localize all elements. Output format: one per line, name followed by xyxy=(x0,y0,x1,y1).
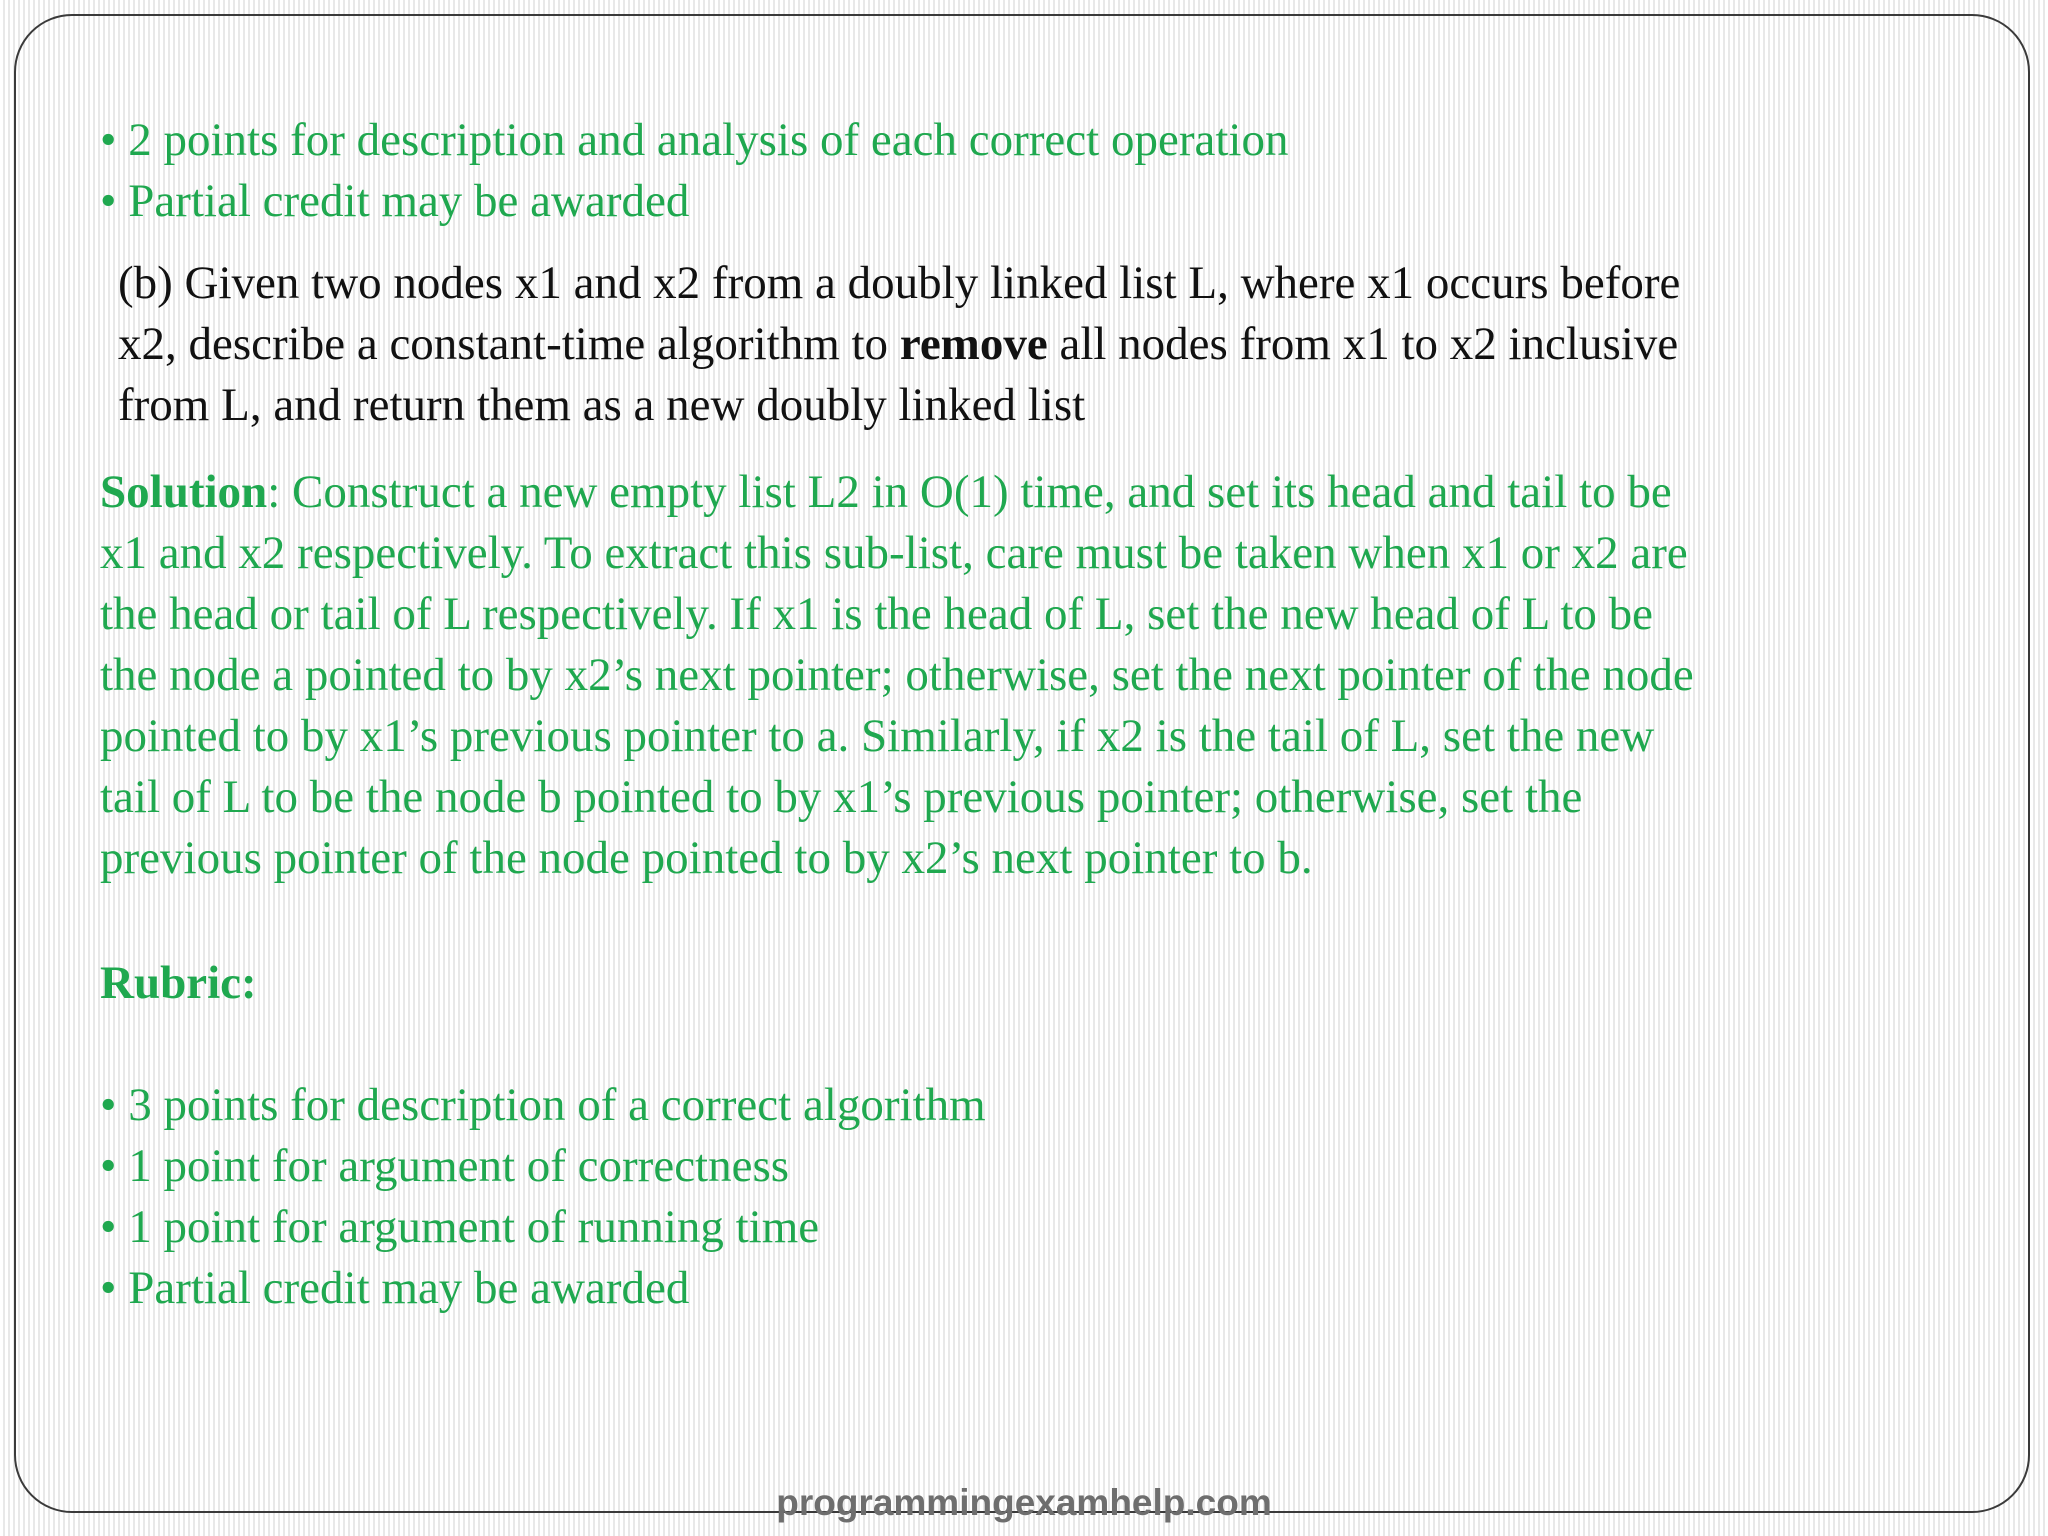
solution-line: previous pointer of the node pointed to by x2’s next pointer to b. xyxy=(100,832,1313,884)
rubric-heading: Rubric: xyxy=(100,957,257,1009)
solution-line: pointed to by x1’s previous pointer to a. Similarly, if x2 is the tail of L, set the new xyxy=(100,710,1655,762)
rubric-item: • Partial credit may be awarded xyxy=(100,1262,690,1314)
solution-line: x1 and x2 respectively. To extract this sub-list, care must be taken when x1 or x2 are xyxy=(100,527,1688,579)
question-emphasis: remove xyxy=(899,318,1048,370)
solution-line: the head or tail of L respectively. If x1 is the head of L, set the new head of L to be xyxy=(100,588,1654,640)
solution-line: the node a pointed to by x2’s next pointer; otherwise, set the next pointer of the node xyxy=(100,649,1694,701)
top-bullet-list xyxy=(100,110,1288,232)
question-line xyxy=(118,314,1680,375)
question-line: from L, and return them as a new doubly linked list xyxy=(118,379,1086,431)
question-line: (b) Given two nodes x1 and x2 from a doubly linked list L, where x1 occurs before xyxy=(118,257,1681,309)
solution-text-segment: : Construct a new empty list L2 in O(1) time, and set its head and tail to be xyxy=(267,466,1672,518)
question-text-segment: x2, describe a constant-time algorithm to xyxy=(118,318,900,370)
rubric-item: • 1 point for argument of correctness xyxy=(100,1140,790,1192)
solution-text xyxy=(100,462,1694,889)
rubric-list xyxy=(100,1075,986,1319)
rubric-item: • 1 point for argument of running time xyxy=(100,1201,820,1253)
rubric-item: • 3 points for description of a correct algorithm xyxy=(100,1079,986,1131)
solution-line: tail of L to be the node b pointed to by x1’s previous pointer; otherwise, set the xyxy=(100,771,1583,823)
question-text xyxy=(118,253,1680,436)
top-bullet-item: • Partial credit may be awarded xyxy=(100,175,690,227)
question-text-segment: all nodes from x1 to x2 inclusive xyxy=(1047,318,1679,370)
solution-label: Solution xyxy=(100,466,268,518)
solution-line xyxy=(100,462,1694,523)
footer-website: programmingexamhelp.com xyxy=(776,1482,1272,1523)
top-bullet-item: • 2 points for description and analysis of each correct operation xyxy=(100,114,1289,166)
